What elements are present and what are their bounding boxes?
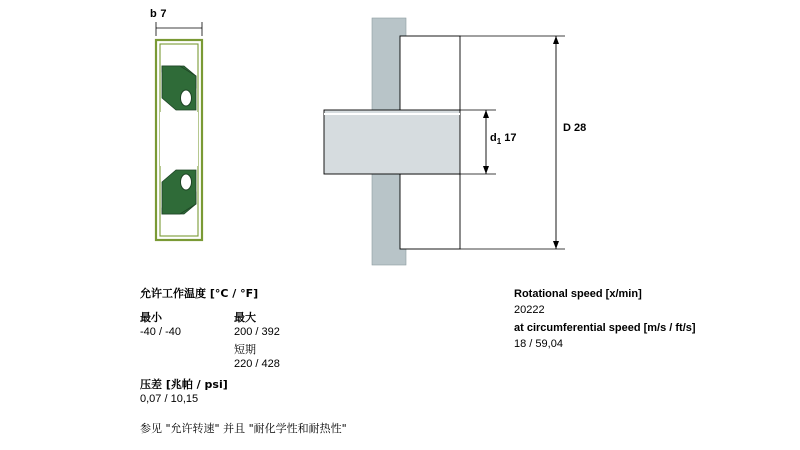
temperature-header-row bbox=[140, 310, 370, 325]
pressure-block bbox=[140, 377, 380, 407]
seal-bore-gap bbox=[160, 112, 198, 166]
d1-subscript: 1 bbox=[496, 137, 502, 147]
D-dimension-label: D 28 bbox=[563, 122, 587, 134]
temperature-block bbox=[140, 286, 370, 372]
assembly-drawing bbox=[320, 14, 620, 269]
temperature-shortterm-value-row bbox=[140, 357, 370, 372]
seal-seat-upper bbox=[400, 36, 460, 111]
shaft-body bbox=[324, 110, 460, 174]
temperature-min-value: -40 / -40 bbox=[140, 326, 181, 338]
width-dimension-label: b 7 bbox=[150, 8, 167, 20]
garter-spring-lower bbox=[181, 174, 192, 190]
pressure-title: 压差 [兆帕 / psi] bbox=[140, 378, 228, 391]
speed-block bbox=[514, 286, 774, 352]
rotational-speed-title: Rotational speed [x/min] bbox=[514, 288, 642, 300]
D-dimension-line bbox=[553, 36, 559, 249]
temperature-max-header: 最大 bbox=[234, 311, 256, 324]
assembly-svg bbox=[320, 14, 620, 269]
note-text: 参见 "允许转速" 并且 "耐化学性和耐热性" bbox=[140, 422, 347, 435]
temperature-value-row bbox=[140, 325, 370, 342]
seal-cross-section-drawing bbox=[140, 14, 280, 264]
d1-symbol: d bbox=[490, 132, 497, 144]
rotational-speed-value: 20222 bbox=[514, 304, 545, 316]
temperature-title: 允许工作温度 [°C / °F] bbox=[140, 287, 259, 300]
seal-cross-section-svg bbox=[140, 14, 280, 264]
circumferential-speed-title: at circumferential speed [m/s / ft/s] bbox=[514, 322, 696, 334]
d1-value: 17 bbox=[504, 132, 517, 144]
temperature-shortterm-value: 220 / 428 bbox=[234, 358, 280, 370]
temperature-shortterm-label: 短期 bbox=[234, 343, 256, 356]
d1-dimension-line bbox=[483, 110, 489, 174]
width-dimension-line bbox=[156, 22, 202, 36]
seal-seat-lower bbox=[400, 174, 460, 249]
temperature-min-header: 最小 bbox=[140, 311, 162, 324]
garter-spring-upper bbox=[181, 90, 192, 106]
temperature-max-value: 200 / 392 bbox=[234, 326, 280, 338]
circumferential-speed-value: 18 / 59,04 bbox=[514, 338, 563, 350]
temperature-shortterm-label-row bbox=[140, 342, 370, 357]
d1-dimension-label bbox=[490, 132, 517, 146]
temperature-table bbox=[140, 310, 370, 372]
pressure-value: 0,07 / 10,15 bbox=[140, 393, 199, 405]
